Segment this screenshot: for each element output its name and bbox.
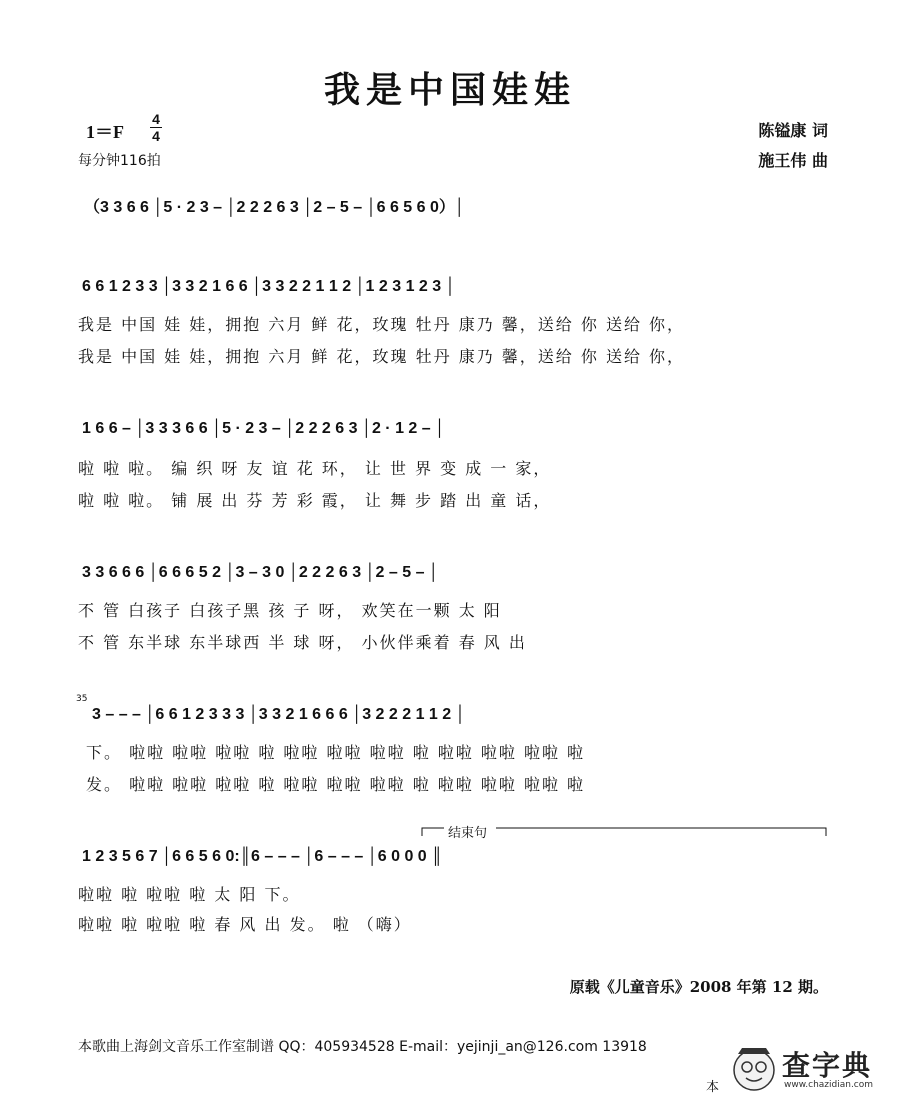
source-note: 原载《儿童音乐》2008 年第 12 期。 xyxy=(569,978,828,996)
measure-number: 35 xyxy=(76,694,88,704)
system-6-notes: 1 2 3 5 6 7 │6 6 5 6 0:║6 – – – │6 – – – │6 0 0 0 ║ xyxy=(82,848,443,865)
ending-label: 结束句 xyxy=(448,826,488,841)
system-4-lyric-verse-1: 不 管 白孩子 白孩子黑 孩 子 呀， 欢笑在一颗 太 阳 xyxy=(78,601,502,620)
ending-bracket xyxy=(420,824,830,838)
logo-url: www.chazidian.com xyxy=(784,1080,874,1090)
time-signature-bottom: 4 xyxy=(152,128,160,144)
chazidian-logo xyxy=(726,1040,890,1098)
system-4-notes: 3 3 6 6 6 │6 6 6 5 2 │3 – 3 0 │2 2 2 6 3 │2 – 5 – │ xyxy=(82,564,439,581)
system-6-lyric-verse-1: 啦啦 啦 啦啦 啦 太 阳 下。 xyxy=(78,885,301,904)
system-3-lyric-verse-2: 啦 啦 啦。 铺 展 出 芬 芳 彩 霞， 让 舞 步 踏 出 童 话， xyxy=(78,491,552,510)
system-6-lyric-verse-2: 啦啦 啦 啦啦 啦 春 风 出 发。 啦 （嗨） xyxy=(78,915,412,934)
system-5-lyric-verse-1: 下。 啦啦 啦啦 啦啦 啦 啦啦 啦啦 啦啦 啦 啦啦 啦啦 啦啦 啦 xyxy=(86,743,586,762)
song-title: 我是中国娃娃 xyxy=(323,69,576,111)
tempo-marking: 每分钟116拍 xyxy=(78,153,161,169)
lyricist-credit: 陈镒康 词 xyxy=(758,121,828,140)
time-signature-top: 4 xyxy=(152,111,160,127)
system-3-lyric-verse-1: 啦 啦 啦。 编 织 呀 友 谊 花 环， 让 世 界 变 成 一 家， xyxy=(78,459,552,478)
system-4-lyric-verse-2: 不 管 东半球 东半球西 半 球 呀， 小伙伴乘着 春 风 出 xyxy=(78,633,527,652)
system-1-notes: （3 3 6 6 │5 · 2 3 – │2 2 2 6 3 │2 – 5 – │6 6 5 6 0）│ xyxy=(84,199,465,216)
composer-credit: 施王伟 曲 xyxy=(758,151,828,170)
system-3-notes: 1 6 6 – │3 3 3 6 6 │5 · 2 3 – │2 2 2 6 3 │2 · 1 2 – │ xyxy=(82,420,446,437)
system-2-lyric-verse-1: 我是 中国 娃 娃，拥抱 六月 鲜 花，玫瑰 牡丹 康乃 馨，送给 你 送给 你， xyxy=(78,315,686,334)
system-2-lyric-verse-2: 我是 中国 娃 娃，拥抱 六月 鲜 花，玫瑰 牡丹 康乃 馨，送给 你 送给 你， xyxy=(78,347,686,366)
page-mark: 本 xyxy=(706,1080,720,1095)
system-5-lyric-verse-2: 发。 啦啦 啦啦 啦啦 啦 啦啦 啦啦 啦啦 啦 啦啦 啦啦 啦啦 啦 xyxy=(86,775,586,794)
footer-credit: 本歌曲上海剑文音乐工作室制谱 QQ：405934528 E-mail：yejinji_an@126.com 13918 xyxy=(78,1039,647,1055)
key-signature: 1＝F xyxy=(86,122,124,142)
system-5-notes: 3 – – – │6 6 1 2 3 3 3 │3 3 2 1 6 6 6 │3 2 2 2 1 1 2 │ xyxy=(92,706,466,723)
time-signature xyxy=(150,112,162,143)
logo-text: 查字典 xyxy=(782,1049,873,1082)
system-2-notes: 6 6 1 2 3 3 │3 3 2 1 6 6 │3 3 2 2 1 1 2 │1 2 3 1 2 3 │ xyxy=(82,278,456,295)
